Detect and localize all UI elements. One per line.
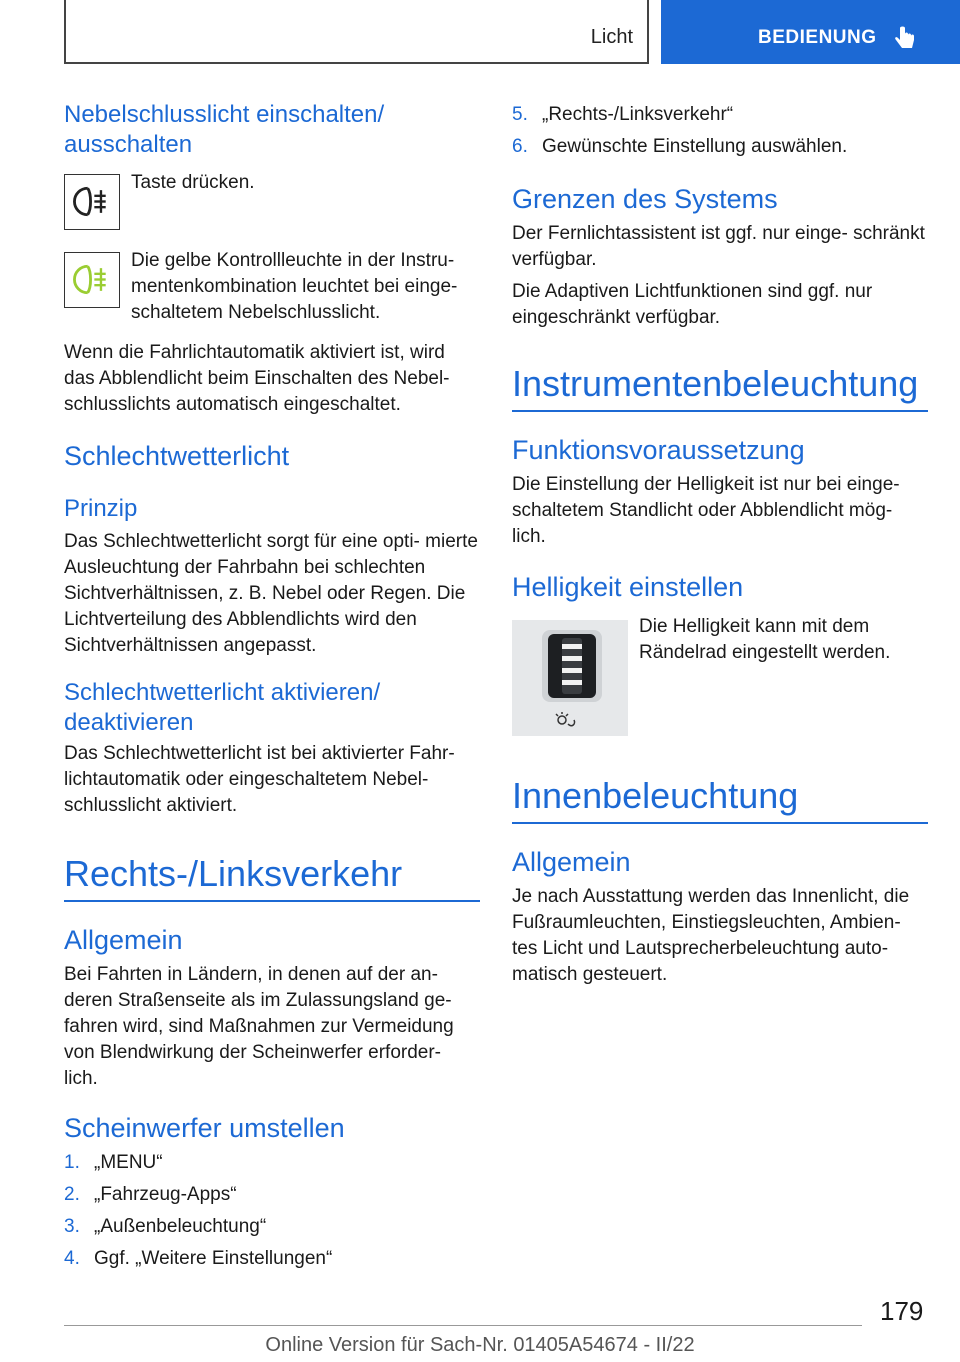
header-section-box	[64, 0, 649, 64]
requirement-text: Die Einstellung der Helligkeit ist nur bei einge‐ schaltetem Standlicht oder Abblendlicht mög‐ lich.	[512, 474, 900, 547]
principle-text: Das Schlechtwetterlicht sorgt für eine opti‐ mierte Ausleuchtung der Fahrbahn bei schlechten Sichtverhältnissen, z. B. Nebel oder Regen. Die Lichtverteilung des Abblendlichts wird den Sichtverhältnissen angepasst.	[64, 531, 478, 656]
header-chapter-tab	[661, 0, 960, 64]
fog-auto-text: Wenn die Fahrlichtautomatik aktiviert ist, wird das Abblendlicht beim Einschalten des Nebel‐ schlusslichts automatisch eingeschaltet.	[64, 342, 450, 415]
rear-fog-indicator-icon	[64, 252, 120, 308]
interior-lighting-heading: Innenbeleuchtung	[512, 775, 799, 816]
general-text: Bei Fahrten in Ländern, in denen auf der an‐ deren Straßenseite als im Zulassungsland ge‐ fahren wird, sind Maßnahmen zur Vermeidung von Blendwirkung der Scheinwerfer erforder‐ lich.	[64, 964, 454, 1089]
list-item: 3. „Außenbeleuchtung“	[64, 1216, 267, 1237]
limits-text-2: Die Adaptiven Lichtfunktionen sind ggf. nur eingeschränkt verfügbar.	[512, 281, 873, 328]
brightness-text: Die Helligkeit kann mit dem Rändelrad eingestellt werden.	[639, 616, 891, 663]
principle-heading: Prinzip	[64, 495, 138, 522]
adjust-steps-list-continued	[512, 102, 928, 166]
list-item: 2. „Fahrzeug-Apps“	[64, 1184, 237, 1205]
limits-text-1: Der Fernlichtassistent ist ggf. nur einge‐ schränkt verfügbar.	[512, 223, 925, 270]
general-heading: Allgemein	[64, 925, 183, 955]
list-item: 4. Ggf. „Weitere Einstellungen“	[64, 1248, 333, 1269]
interior-text: Je nach Ausstattung werden das Innenlicht, die Fußraumleuchten, Einstiegsleuchten, Ambien‐ tes Licht und Lautsprecherbeleuchtung auto‐ matisch gesteuert.	[512, 886, 910, 985]
page-number: 179	[880, 1296, 924, 1326]
activate-text: Das Schlechtwetterlicht ist bei aktivierter Fahr‐ lichtautomatik oder eingeschaltetem Nebel‐ schlusslicht aktiviert.	[64, 743, 455, 816]
header-chapter-title: BEDIENUNG	[758, 27, 877, 48]
brightness-heading: Helligkeit einstellen	[512, 572, 744, 602]
instrument-lighting-rule	[512, 410, 928, 412]
pointing-hand-icon	[894, 26, 916, 57]
traffic-heading: Rechts-/Linksverkehr	[64, 853, 403, 894]
list-item: 5. „Rechts-/Linksverkehr“	[512, 104, 734, 125]
interior-lighting-rule	[512, 822, 928, 824]
adjust-steps-list	[64, 1150, 480, 1278]
list-item: 1. „MENU“	[64, 1152, 163, 1173]
header-section-title: Licht	[590, 26, 633, 48]
activate-heading: Schlechtwetterlicht aktivieren/ deaktivieren	[64, 679, 381, 736]
traffic-heading-rule	[64, 900, 480, 902]
thumbwheel-icon	[512, 620, 628, 736]
rear-fog-light-icon	[64, 174, 120, 230]
bad-weather-heading: Schlechtwetterlicht	[64, 441, 290, 471]
fog-indicator-text: Die gelbe Kontrollleuchte in der Instru‐ mentenkombination leuchtet bei einge‐ schaltetem Nebelschlusslicht.	[131, 250, 458, 323]
list-item: 6. Gewünschte Einstellung auswählen.	[512, 136, 848, 157]
requirement-heading: Funktionsvoraussetzung	[512, 435, 805, 465]
footer-text: Online Version für Sach-Nr. 01405A54674 - II/22	[265, 1334, 695, 1356]
instrument-lighting-heading: Instrumentenbeleuchtung	[512, 363, 919, 404]
footer-rule	[64, 1325, 862, 1326]
limits-heading: Grenzen des Systems	[512, 184, 778, 214]
adjust-heading: Scheinwerfer umstellen	[64, 1113, 345, 1143]
fog-press-text: Taste drücken.	[131, 172, 255, 193]
fog-light-heading: Nebelschlusslicht einschalten/ ausschalten	[64, 101, 385, 158]
interior-general-heading: Allgemein	[512, 847, 631, 877]
